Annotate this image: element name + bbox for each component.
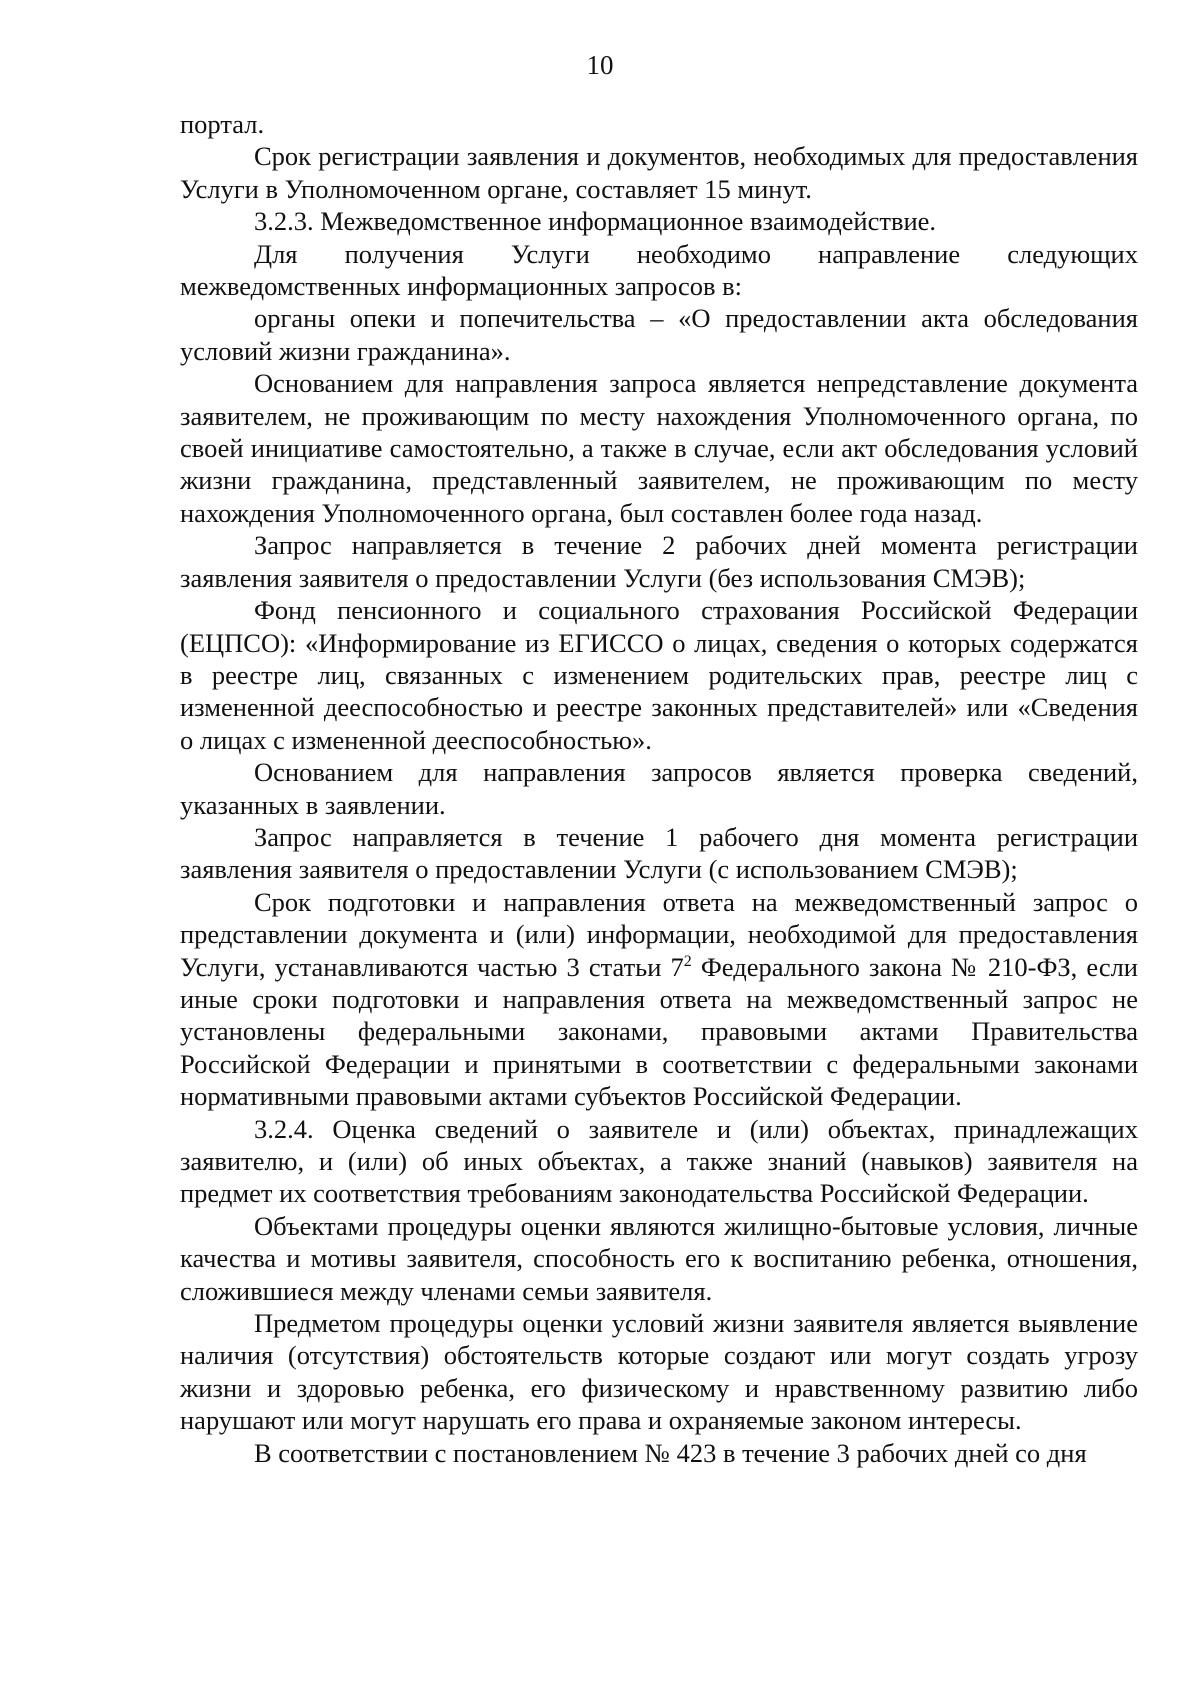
paragraph-requests-grounds: Основанием для направления запросов является проверка сведений, указанных в заявлении. [180, 757, 1138, 820]
paragraph-response-term [180, 886, 1138, 1113]
paragraph-requests-intro: Для получения Услуги необходимо направление следующих межведомственных информационных запросов в: [180, 238, 1138, 302]
page-number: 10 [586, 50, 614, 80]
paragraph-assessment-subject: Предметом процедуры оценки условий жизни заявителя является выявление наличия (отсутствия) обстоятельств которые создают или могут создать угрозу жизни и здоровью ребенка, его физическому и нравственному развитию либо нарушают или могут нарушать его права и охраняемые законом интересы. [180, 1308, 1138, 1436]
paragraph-resolution-423: В соответствии с постановлением № 423 в течение 3 рабочих дней со дня [254, 1437, 1087, 1468]
section-heading-3-2-4: 3.2.4. Оценка сведений о заявителе и (или) объектах, принадлежащих заявителю, и (или) об иных объектах, а также знаний (навыков) заявителя на предмет их соответствия требованиям законодательства Российской Федерации. [180, 1113, 1138, 1209]
article-superscript: 2 [683, 952, 692, 970]
paragraph-pension-fund: Фонд пенсионного и социального страхования Российской Федерации (ЕЦПСО): «Информирование из ЕГИССО о лицах, сведения о которых содержатся в реестре лиц, связанных с изменением родительских прав, реестре лиц с измененной дееспособностью и реестре законных представителей» или «Сведения о лицах с измененной дееспособностью». [180, 595, 1138, 755]
paragraph-continuation: портал. [180, 109, 265, 139]
paragraph-request-term-1-day: Запрос направляется в течение 1 рабочего дня момента регистрации заявления заявителя о предоставлении Услуги (с использованием СМЭВ); [180, 821, 1138, 885]
paragraph-request-term-2-days: Запрос направляется в течение 2 рабочих дней момента регистрации заявления заявителя о предоставлении Услуги (без использования СМЭВ); [180, 530, 1138, 593]
paragraph-assessment-objects: Объектами процедуры оценки являются жилищно-бытовые условия, личные качества и мотивы заявителя, способность его к воспитанию ребенка, отношения, сложившиеся между членами семьи заявителя. [180, 1210, 1138, 1306]
response-term-text-end: Федерального закона № 210-ФЗ, если иные сроки подготовки и направления ответа на межведомственный запрос не установлены федеральными законами, правовыми актами Правительства Российской Федерации и принятыми в соответствии с федеральными законами нормативными правовыми актами субъектов Российской Федерации. [180, 951, 1138, 1112]
paragraph-request-grounds: Основанием для направления запроса является непредставление документа заявителем, не проживающим по месту нахождения Уполномоченного органа, по своей инициативе самостоятельно, а также в случае, если акт обследования условий жизни гражданина, представленный заявителем, не проживающим по месту нахождения Уполномоченного органа, был составлен более года назад. [180, 368, 1138, 528]
section-heading-3-2-3: 3.2.3. Межведомственное информационное взаимодействие. [254, 206, 937, 237]
paragraph-registration-term: Срок регистрации заявления и документов, необходимых для предоставления Услуги в Уполномоченном органе, составляет 15 минут. [180, 141, 1138, 204]
paragraph-guardianship-bodies: органы опеки и попечительства – «О предоставлении акта обследования условий жизни гражданина». [180, 303, 1138, 366]
document-body [180, 108, 1138, 1469]
response-term-text-start: Срок подготовки и направления ответа на межведомственный запрос о представлении документа и (или) информации, необходимой для предоставления Услуги, устанавливаются частью 3 статьи 7 [180, 886, 1138, 982]
